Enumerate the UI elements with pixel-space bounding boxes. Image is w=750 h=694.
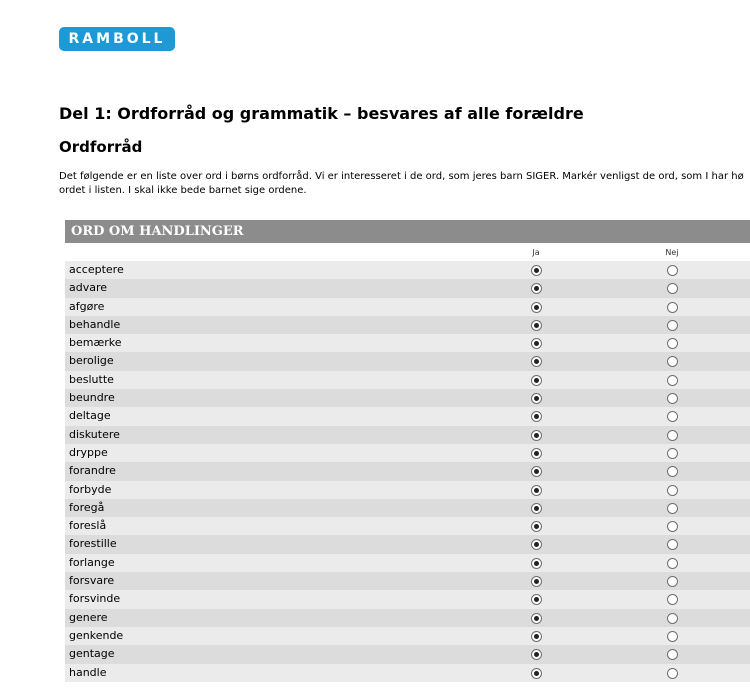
radio-yes[interactable] bbox=[531, 503, 542, 514]
radio-no[interactable] bbox=[667, 485, 678, 496]
radio-no[interactable] bbox=[667, 448, 678, 459]
table-row bbox=[65, 462, 750, 480]
table-row bbox=[65, 298, 750, 316]
radio-no[interactable] bbox=[667, 521, 678, 532]
subsection-title: Ordforråd bbox=[59, 138, 143, 156]
radio-no[interactable] bbox=[667, 356, 678, 367]
radio-no[interactable] bbox=[667, 539, 678, 550]
word-label: foreslå bbox=[69, 519, 107, 533]
radio-no[interactable] bbox=[667, 375, 678, 386]
radio-yes[interactable] bbox=[531, 302, 542, 313]
table-row bbox=[65, 645, 750, 663]
intro-text bbox=[59, 170, 750, 198]
radio-no[interactable] bbox=[667, 302, 678, 313]
table-row bbox=[65, 371, 750, 389]
word-label: afgøre bbox=[69, 299, 105, 313]
radio-no[interactable] bbox=[667, 594, 678, 605]
radio-no[interactable] bbox=[667, 338, 678, 349]
radio-yes[interactable] bbox=[531, 320, 542, 331]
radio-no[interactable] bbox=[667, 320, 678, 331]
table-row bbox=[65, 554, 750, 572]
table-row bbox=[65, 481, 750, 499]
column-header-yes: Ja bbox=[532, 248, 540, 257]
radio-no[interactable] bbox=[667, 411, 678, 422]
radio-no[interactable] bbox=[667, 283, 678, 294]
word-label: forlange bbox=[69, 555, 115, 569]
radio-yes[interactable] bbox=[531, 411, 542, 422]
table-title: ORD OM HANDLINGER bbox=[65, 220, 750, 243]
radio-no[interactable] bbox=[667, 576, 678, 587]
table-row bbox=[65, 389, 750, 407]
vocabulary-table bbox=[65, 220, 750, 694]
table-row bbox=[65, 627, 750, 645]
radio-no[interactable] bbox=[667, 668, 678, 679]
word-label: forsvare bbox=[69, 574, 115, 588]
radio-no[interactable] bbox=[667, 503, 678, 514]
word-label: dryppe bbox=[69, 445, 108, 459]
radio-yes[interactable] bbox=[531, 668, 542, 679]
word-label: genkende bbox=[69, 628, 124, 642]
table-row bbox=[65, 572, 750, 590]
radio-yes[interactable] bbox=[531, 576, 542, 587]
word-label: forbyde bbox=[69, 482, 112, 496]
table-row bbox=[65, 279, 750, 297]
radio-yes[interactable] bbox=[531, 594, 542, 605]
radio-no[interactable] bbox=[667, 613, 678, 624]
radio-no[interactable] bbox=[667, 393, 678, 404]
radio-yes[interactable] bbox=[531, 485, 542, 496]
table-row bbox=[65, 517, 750, 535]
table-row bbox=[65, 499, 750, 517]
table-row bbox=[65, 261, 750, 279]
radio-yes[interactable] bbox=[531, 521, 542, 532]
radio-yes[interactable] bbox=[531, 283, 542, 294]
radio-yes[interactable] bbox=[531, 356, 542, 367]
table-row bbox=[65, 334, 750, 352]
radio-no[interactable] bbox=[667, 558, 678, 569]
word-label: beslutte bbox=[69, 372, 114, 386]
radio-yes[interactable] bbox=[531, 265, 542, 276]
word-label: genere bbox=[69, 610, 108, 624]
radio-no[interactable] bbox=[667, 631, 678, 642]
radio-yes[interactable] bbox=[531, 466, 542, 477]
intro-line: ordet i listen. I skal ikke bede barnet sige ordene. bbox=[59, 185, 307, 196]
radio-yes[interactable] bbox=[531, 539, 542, 550]
word-label: beundre bbox=[69, 391, 115, 405]
table-rows bbox=[65, 261, 750, 682]
word-label: diskutere bbox=[69, 427, 120, 441]
radio-yes[interactable] bbox=[531, 631, 542, 642]
radio-yes[interactable] bbox=[531, 430, 542, 441]
word-label: handle bbox=[69, 665, 107, 679]
table-row bbox=[65, 352, 750, 370]
table-row bbox=[65, 407, 750, 425]
intro-line: Det følgende er en liste over ord i børns ordforråd. Vi er interesseret i de ord, som jeres barn SIGER. Markér venligst de ord, som I har hø bbox=[59, 171, 744, 182]
radio-yes[interactable] bbox=[531, 558, 542, 569]
radio-yes[interactable] bbox=[531, 613, 542, 624]
radio-yes[interactable] bbox=[531, 338, 542, 349]
ramboll-logo: RAMBOLL bbox=[59, 27, 175, 51]
table-row bbox=[65, 535, 750, 553]
word-label: forestille bbox=[69, 537, 117, 551]
radio-yes[interactable] bbox=[531, 375, 542, 386]
table-row bbox=[65, 590, 750, 608]
table-row bbox=[65, 426, 750, 444]
word-label: forsvinde bbox=[69, 592, 121, 606]
radio-no[interactable] bbox=[667, 430, 678, 441]
word-label: acceptere bbox=[69, 263, 124, 276]
word-label: deltage bbox=[69, 409, 111, 423]
radio-no[interactable] bbox=[667, 265, 678, 276]
word-label: foregå bbox=[69, 500, 105, 514]
table-row bbox=[65, 444, 750, 462]
word-label: berolige bbox=[69, 354, 114, 368]
word-label: advare bbox=[69, 281, 108, 295]
word-label: bemærke bbox=[69, 336, 122, 350]
radio-yes[interactable] bbox=[531, 448, 542, 459]
column-header-no: Nej bbox=[665, 248, 679, 257]
radio-yes[interactable] bbox=[531, 393, 542, 404]
radio-no[interactable] bbox=[667, 466, 678, 477]
word-label: gentage bbox=[69, 647, 115, 661]
radio-no[interactable] bbox=[667, 649, 678, 660]
table-row bbox=[65, 664, 750, 682]
word-label: behandle bbox=[69, 317, 121, 331]
word-label: forandre bbox=[69, 464, 116, 478]
table-row bbox=[65, 316, 750, 334]
section-title: Del 1: Ordforråd og grammatik – besvares af alle forældre bbox=[59, 104, 584, 123]
table-row bbox=[65, 609, 750, 627]
radio-yes[interactable] bbox=[531, 649, 542, 660]
column-headers bbox=[65, 243, 750, 261]
